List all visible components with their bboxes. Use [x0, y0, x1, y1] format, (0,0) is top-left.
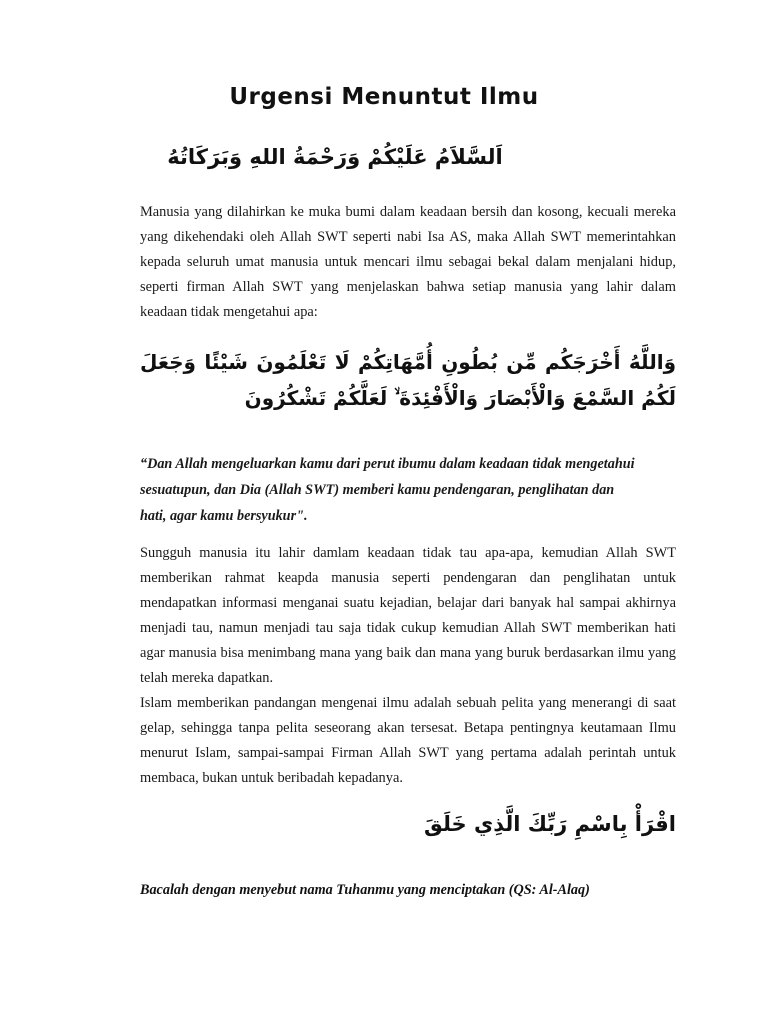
paragraph-explanation: Sungguh manusia itu lahir damlam keadaan tidak tau apa-apa, kemudian Allah SWT memberikan rahmat keapda manusia seperti pendengaran dan penglihatan untuk mendapatkan informasi menganai suatu kejadian, belajar dari banyak hal sampai akhirnya menjadi tau, namun menjadi tau saja tidak cukup kemudian Allah SWT memberikan hati agar manusia bisa menimbang mana yang baik dan mana yang buruk berdasarkan ilmu yang telah mereka dapatkan. — [140, 545, 676, 686]
verse-translation-quote: “Dan Allah mengeluarkan kamu dari perut ibumu dalam keadaan tidak mengetahui sesuatupun, dan Dia (Allah SWT) memberi kamu pendengaran, penglihatan dan hati, agar kamu bersyukur". — [140, 456, 635, 524]
page-title: Urgensi Menuntut Ilmu — [229, 84, 539, 110]
quran-verse-an-nahl-78: وَاللَّهُ أَخْرَجَكُم مِّن بُطُونِ أُمَّهَاتِكُمْ لَا تَعْلَمُونَ شَيْئًا وَجَعَلَ لَكُمُ السَّمْعَ وَالْأَبْصَارَ وَالْأَفْئِدَةَ ۙ لَعَلَّكُمْ تَشْكُرُونَ — [140, 350, 676, 410]
verse-translation-al-alaq: Bacalah dengan menyebut nama Tuhanmu yang menciptakan (QS: Al-Alaq) — [140, 882, 590, 898]
quran-verse-al-alaq-1: اقْرَأْ بِاسْمِ رَبِّكَ الَّذِي خَلَقَ — [424, 812, 676, 836]
salam-greeting-arabic: اَلسَّلاَمُ عَلَيْكُمْ وَرَحْمَةُ اللهِ وَبَرَكَاتُهُ — [167, 145, 503, 169]
paragraph-islam-view: Islam memberikan pandangan mengenai ilmu adalah sebuah pelita yang menerangi di saat gelap, sehingga tanpa pelita seseorang akan tersesat. Betapa pentingnya keutamaan Ilmu menurut Islam, sampai-sampai Firman Allah SWT yang pertama adalah perintah untuk membaca, bukan untuk beribadah kepadanya. — [140, 695, 676, 786]
paragraph-intro: Manusia yang dilahirkan ke muka bumi dalam keadaan bersih dan kosong, kecuali mereka yang dikehendaki oleh Allah SWT seperti nabi Isa AS, maka Allah SWT memerintahkan kepada seluruh umat manusia untuk mencari ilmu sebagai bekal dalam menjalani hidup, seperti firman Allah SWT yang menjelaskan bahwa setiap manusia yang lahir dalam keadaan tidak mengetahui apa: — [140, 204, 676, 320]
